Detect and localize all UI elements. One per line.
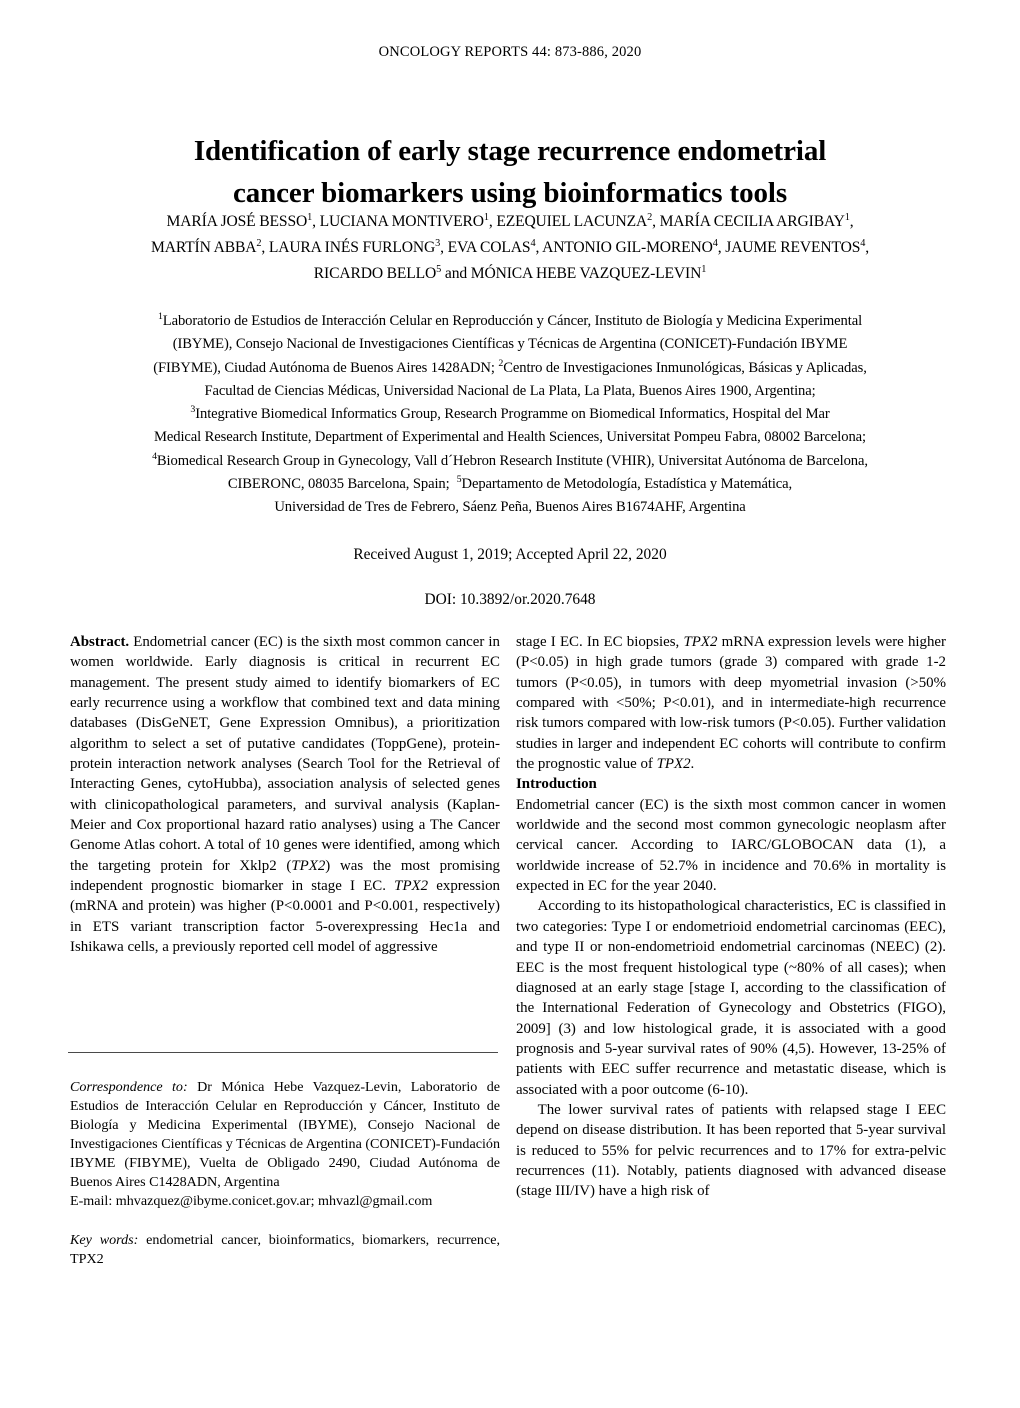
keywords-list: endometrial cancer, bioinformatics, biomarkers, recurrence, TPX2 — [70, 1232, 500, 1268]
intro-paragraph-2: According to its histopathological characteristics, EC is classified in two categories: Type I or endometrioid endometrial carcinomas (EEC), and type II or non-endometrioid endometrial carcinomas (NEEC) (2). EEC is the most frequent histological type (~80% of all cases); when diagnosed at an early stage [stage I, according to the classification of the International Federation of Gynecology and Obstetrics (FIGO), 2009] (3) and low histological grade, it is associated with a good prognosis and 5-year survival rates of 90% (4,5). However, 13-25% of patients with EEC suffer recurrence and metastatic disease, which is associated with a poor outcome (6-10). — [516, 898, 946, 1098]
column-right — [516, 632, 946, 1202]
author-name: MÓNICA HEBE VAZQUEZ-LEVIN — [470, 265, 702, 283]
author-affiliation-marker: 5 — [436, 263, 442, 275]
affiliation-line: Facultad de Ciencias Médicas, Universidad Nacional de La Plata, La Plata, Buenos Aires 1900, Argentina; — [204, 382, 816, 399]
correspondence-label: Correspondence to: — [70, 1079, 188, 1095]
affiliation-line: Universidad de Tres de Febrero, Sáenz Peña, Buenos Aires B1674AHF, Argentina — [274, 499, 746, 516]
affiliation-line: $^4$Biomedical Research Group in Gynecology, Vall d´Hebron Research Institute (VHIR), Universitat Autónoma de Barcelona, — [152, 450, 868, 469]
gene-name: TPX2 — [656, 756, 691, 773]
affiliation-marker: 4 — [152, 450, 157, 462]
abstract-continued: stage I EC. In EC biopsies, TPX2 mRNA expression levels were higher (P<0.05) in high grade tumors (grade 3) compared with grade 1-2 tumors (P<0.05), in tumors with deep myometrial invasion (>50% compared with <50%; P<0.01), and in intermediate-high recurrence risk tumors compared with low-risk tumors (P<0.05). Further validation studies in larger and independent EC cohorts will contribute to confirm the prognostic value of TPX2. — [516, 634, 947, 773]
correspondence-block — [70, 1078, 500, 1269]
author-name: RICARDO BELLO — [313, 265, 437, 283]
affiliation-marker: 5 — [456, 474, 462, 485]
author-affiliation-marker: 4 — [712, 237, 718, 249]
doi-line: DOI: 10.3892/or.2020.7648 — [424, 591, 596, 608]
author-affiliation-marker: 2 — [256, 237, 262, 249]
affiliation-line: (IBYME), Consejo Nacional de Investigaciones Científicas y Técnicas de Argentina (CONICET)-Fundación IBYME — [172, 336, 848, 353]
gene-name: TPX2 — [394, 878, 429, 895]
author-affiliation-marker: 1 — [483, 211, 489, 223]
author-name: ANTONIO GIL-MORENO — [542, 239, 713, 257]
affiliation-line: $^3$Integrative Biomedical Informatics Group, Research Programme on Biomedical Informatics, Hospital del Mar — [190, 404, 830, 423]
author-name: MARTÍN ABBA — [151, 239, 257, 257]
author-name: EZEQUIEL LACUNZA — [496, 213, 648, 230]
author-affiliation-marker: 1 — [844, 211, 850, 223]
column-left — [70, 632, 500, 958]
affiliation-marker: 1 — [157, 311, 163, 323]
author-name: LAURA INÉS FURLONG — [268, 239, 436, 257]
abstract-paragraph: Abstract. Endometrial cancer (EC) is the sixth most common cancer in women worldwide. Early diagnosis is critical in recurrent EC management. The present study aimed to identify biomarkers of EC early recurrence using a workflow that combined text and data mining databases (DisGeNET, Gene Expression Omnibus), a prioritization algorithm to select a set of putative candidates (ToppGene), protein-protein interaction network analyses (Search Tool for the Retrieval of Interacting Genes, cytoHubba), association analysis of selected genes with clinicopathological parameters, and survival analysis (Kaplan-Meier and Cox proportional hazard ratio analyses) using a The Cancer Genome Atlas cohort. A total of 10 genes were identified, among which the targeting protein for Xklp2 (TPX2) was the most promising independent prognostic biomarker in stage I EC. TPX2 expression (mRNA and protein) was higher (P<0.0001 and P<0.001, respectively) in ETS variant transcription factor 5-overexpressing Hec1a and Ishikawa cells, a previously reported cell model of aggressive — [70, 634, 500, 956]
author-name: LUCIANA MONTIVERO — [319, 213, 484, 230]
keywords-label: Key words: — [70, 1232, 139, 1249]
author-affiliation-marker: 4 — [860, 237, 866, 249]
gene-name: TPX2 — [291, 857, 326, 874]
author-affiliation-marker: 4 — [530, 237, 536, 249]
page-title — [110, 131, 910, 213]
title-line-1: Identification of early stage recurrence endometrial — [193, 135, 827, 168]
correspondence-paragraph — [70, 1078, 500, 1192]
footnote-divider — [68, 1052, 498, 1053]
author-line-3 — [314, 265, 706, 282]
correspondence-address: Dr Mónica Hebe Vazquez-Levin, Laboratorio de Estudios de Interacción Celular en Reproducción y Cáncer, Instituto de Biología y Medicina Experimental (IBYME), Consejo Nacional de Investigaciones Científicas y Técnicas de Argentina (CONICET)-Fundación IBYME (FIBYME), Vuelta de Obligado 2490, Ciudad Autónoma de Buenos Aires C1428ADN, Argentina — [70, 1079, 501, 1190]
author-line-1: MARÍA JOSÉ BESSO$^1$, LUCIANA MONTIVERO$^1$, EZEQUIEL LACUNZA$^2$, MARÍA CECILIA ARGIBAY$^1$, — [166, 211, 854, 230]
author-list — [70, 209, 950, 287]
author-affiliation-marker: 1 — [701, 263, 707, 275]
author-name: MARÍA JOSÉ BESSO — [166, 213, 308, 230]
keywords-paragraph — [70, 1231, 500, 1269]
title-line-2: cancer biomarkers using bioinformatics tools — [232, 176, 788, 209]
section-heading-introduction: Introduction — [516, 776, 597, 793]
affiliation-line: CIBERONC, 08035 Barcelona, Spain; $^5$Departamento de Metodología, Estadística y Matemática, — [227, 474, 793, 492]
author-name: JAUME REVENTOS — [725, 239, 861, 257]
author-name: EVA COLAS — [447, 239, 531, 257]
affiliation-line: (FIBYME), Ciudad Autónoma de Buenos Aires 1428ADN; $^2$Centro de Investigaciones Inmunológicas, Básicas y Aplicadas, — [153, 357, 867, 376]
correspondence-email: E-mail: mhvazquez@ibyme.conicet.gov.ar; mhvazl@gmail.com — [70, 1192, 433, 1209]
journal-running-head: ONCOLOGY REPORTS 44: 873-886, 2020 — [378, 44, 642, 60]
author-affiliation-marker: 3 — [435, 237, 441, 249]
gene-name: TPX2 — [683, 634, 718, 650]
received-accepted-line: Received August 1, 2019; Accepted April 22, 2020 — [353, 546, 667, 563]
affiliation-marker: 2 — [498, 357, 504, 369]
affiliation-block — [68, 310, 952, 519]
author-affiliation-marker: 1 — [307, 211, 313, 223]
intro-paragraph-3: The lower survival rates of patients with relapsed stage I EEC depend on disease distribution. It has been reported that 5-year survival is reduced to 55% for pelvic recurrences and to 17% for extra-pelvic recurrences (11). Notably, patients diagnosed with advanced disease (stage III/IV) have a high risk of — [516, 1101, 946, 1200]
abstract-heading: Abstract. — [70, 634, 130, 650]
affiliation-marker: 3 — [190, 404, 196, 416]
author-affiliation-marker: 2 — [647, 211, 653, 223]
author-name: MARÍA CECILIA ARGIBAY — [659, 213, 845, 230]
affiliation-line: $^1$Laboratorio de Estudios de Interacción Celular en Reproducción y Cáncer, Instituto de Biología y Medicina Experimental — [157, 311, 863, 329]
author-line-2: MARTÍN ABBA$^2$, LAURA INÉS FURLONG$^3$, EVA COLAS$^4$, ANTONIO GIL-MORENO$^4$, JAUME REVENTOS$^4$, — [151, 237, 869, 257]
affiliation-line: Medical Research Institute, Department of Experimental and Health Sciences, Universitat Pompeu Fabra, 08002 Barcelona; — [154, 429, 866, 446]
intro-paragraph-1: Endometrial cancer (EC) is the sixth most common cancer in women worldwide and the second most common gynecologic neoplasm after cervical cancer. According to IARC/GLOBOCAN data (1), a worldwide increase of 52.7% in incidence and 70.6% in mortality is expected in EC for the year 2040. — [516, 796, 946, 895]
author-conjunction: and — [444, 265, 467, 283]
